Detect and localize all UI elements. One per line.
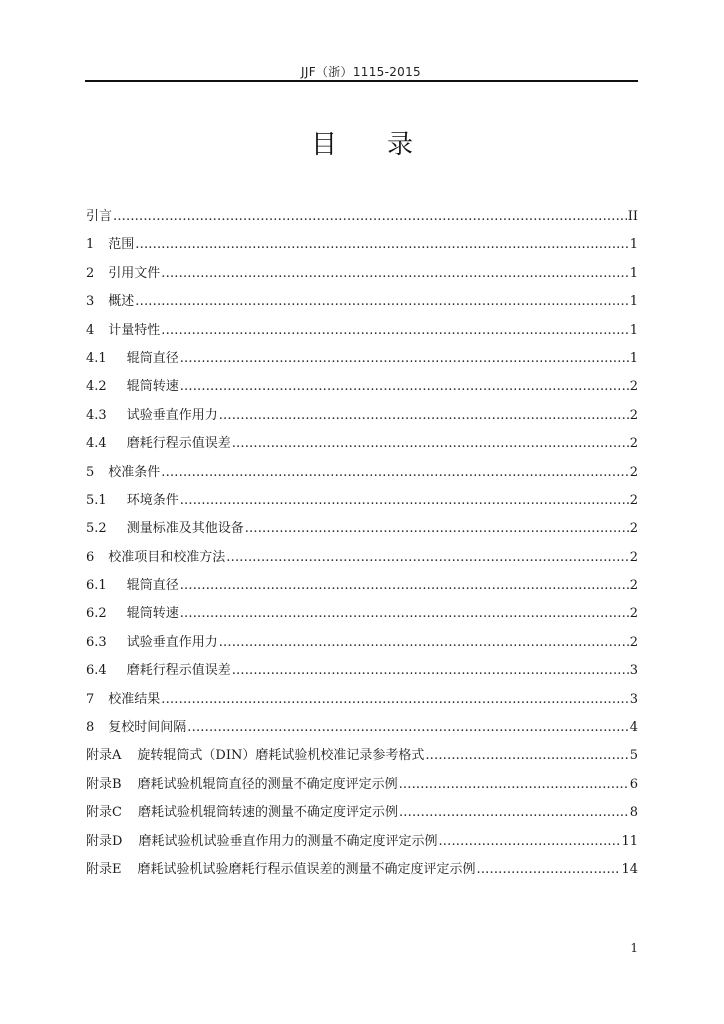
toc-entry-title: 磨耗试验机辊筒转速的测量不确定度评定示例 — [137, 805, 398, 821]
toc-entry-title: 试验垂直作用力 — [126, 407, 218, 423]
toc-entry-page: 4 — [629, 720, 638, 736]
toc-entry-title: 范围 — [108, 237, 135, 253]
toc-entry[interactable] — [86, 828, 638, 856]
toc-entry[interactable] — [86, 799, 638, 827]
toc-leader-dots — [161, 459, 628, 487]
toc-entry[interactable] — [86, 686, 638, 714]
toc-leader-dots — [187, 714, 628, 742]
toc-leader-dots — [399, 771, 629, 799]
toc-leader-dots — [477, 856, 621, 884]
toc-entry-page: II — [627, 209, 638, 224]
toc-entry[interactable] — [86, 487, 638, 515]
toc-entry-title: 校准项目和校准方法 — [108, 549, 226, 565]
toc-entry-number: 附录B — [86, 776, 122, 792]
toc-entry-title: 计量特性 — [108, 322, 161, 338]
toc-entry-page: 11 — [621, 833, 638, 849]
toc-entry-title: 概述 — [108, 294, 135, 310]
toc-entry-number: 附录D — [86, 833, 123, 849]
page-number: 1 — [630, 941, 638, 955]
toc-leader-dots — [180, 572, 629, 600]
toc-entry[interactable] — [86, 203, 638, 231]
toc-entry-number: 6.1 — [86, 578, 107, 594]
header-rule — [85, 80, 638, 82]
toc-entry[interactable] — [86, 856, 638, 884]
toc-leader-dots — [161, 686, 628, 714]
toc-entry[interactable] — [86, 742, 638, 770]
toc-entry-page: 6 — [629, 776, 638, 792]
toc-entry-title: 引用文件 — [108, 265, 161, 281]
toc-entry-number: 4.4 — [86, 436, 107, 452]
toc-leader-dots — [180, 600, 629, 628]
toc-entry-page: 2 — [629, 492, 638, 508]
toc-entry-number: 附录C — [86, 805, 122, 821]
toc-entry[interactable] — [86, 629, 638, 657]
toc-entry-title: 磨耗行程示值误差 — [126, 436, 231, 452]
toc-entry-page: 1 — [629, 237, 638, 253]
toc-title: 目录 — [310, 130, 463, 160]
toc-entry-title: 校准条件 — [108, 464, 161, 480]
toc-entry-page: 2 — [629, 379, 638, 395]
toc-entry-page: 2 — [629, 634, 638, 650]
toc-entry-number: 4 — [86, 322, 95, 338]
toc-entry-page: 2 — [629, 521, 638, 537]
toc-entry[interactable] — [86, 459, 638, 487]
toc-entry-number: 6 — [86, 549, 95, 565]
toc-entry-page: 2 — [629, 407, 638, 423]
toc-leader-dots — [219, 629, 629, 657]
toc-entry-number: 5.1 — [86, 492, 107, 508]
toc-entry-title: 辊筒直径 — [126, 578, 179, 594]
toc-leader-dots — [219, 402, 629, 430]
toc-entry-number: 4.2 — [86, 379, 107, 395]
toc-entry-page: 5 — [629, 748, 638, 764]
toc-leader-dots — [180, 487, 629, 515]
toc-entry-page: 2 — [629, 578, 638, 594]
toc-entry-page: 1 — [629, 350, 638, 366]
toc-leader-dots — [135, 288, 628, 316]
toc-leader-dots — [113, 203, 627, 231]
toc-entry-number: 附录E — [86, 861, 122, 877]
toc-leader-dots — [425, 742, 628, 770]
toc-leader-dots — [161, 317, 628, 345]
toc-entry-page: 8 — [629, 805, 638, 821]
toc-entry[interactable] — [86, 373, 638, 401]
toc-entry-number: 1 — [86, 237, 95, 253]
toc-entry-title: 测量标准及其他设备 — [126, 521, 244, 537]
toc-entry-page: 14 — [621, 861, 638, 877]
toc-leader-dots — [226, 544, 628, 572]
page-header-code: JJF（浙）1115-2015 — [301, 65, 421, 79]
toc-entry-title: 校准结果 — [108, 691, 161, 707]
toc-entry-title: 引言 — [86, 209, 113, 224]
toc-entry-number: 5 — [86, 464, 95, 480]
toc-leader-dots — [180, 373, 629, 401]
toc-entry-title: 磨耗行程示值误差 — [126, 663, 231, 679]
toc-entry[interactable] — [86, 260, 638, 288]
toc-entry[interactable] — [86, 288, 638, 316]
toc-leader-dots — [180, 345, 629, 373]
toc-entry-title: 辊筒转速 — [126, 379, 179, 395]
toc-leader-dots — [161, 260, 628, 288]
toc-entry[interactable] — [86, 771, 638, 799]
toc-entry-page: 2 — [629, 464, 638, 480]
toc-entry-number: 5.2 — [86, 521, 107, 537]
toc-entry[interactable] — [86, 572, 638, 600]
toc-entry-title: 复校时间间隔 — [108, 720, 187, 736]
toc-entry[interactable] — [86, 231, 638, 259]
toc-entry[interactable] — [86, 515, 638, 543]
toc-entry[interactable] — [86, 544, 638, 572]
table-of-contents — [86, 203, 638, 884]
toc-entry[interactable] — [86, 345, 638, 373]
toc-leader-dots — [232, 430, 629, 458]
toc-leader-dots — [399, 799, 629, 827]
toc-entry-page: 2 — [629, 549, 638, 565]
toc-entry-title: 磨耗试验机试验磨耗行程示值误差的测量不确定度评定示例 — [137, 861, 476, 877]
toc-entry-number: 7 — [86, 691, 95, 707]
toc-entry-title: 磨耗试验机试验垂直作用力的测量不确定度评定示例 — [138, 833, 438, 849]
toc-entry-number: 4.3 — [86, 407, 107, 423]
toc-entry[interactable] — [86, 430, 638, 458]
toc-entry-number: 2 — [86, 265, 95, 281]
toc-entry-number: 6.2 — [86, 606, 107, 622]
toc-entry-number: 3 — [86, 294, 95, 310]
toc-entry[interactable] — [86, 600, 638, 628]
toc-entry[interactable] — [86, 714, 638, 742]
toc-entry-title: 环境条件 — [126, 492, 179, 508]
toc-entry-title: 磨耗试验机辊筒直径的测量不确定度评定示例 — [137, 776, 398, 792]
toc-entry-title: 辊筒直径 — [126, 350, 179, 366]
toc-entry[interactable] — [86, 402, 638, 430]
toc-leader-dots — [135, 231, 628, 259]
toc-entry-page: 3 — [629, 691, 638, 707]
toc-entry-number: 6.4 — [86, 663, 107, 679]
toc-entry-number: 附录A — [86, 748, 122, 764]
toc-entry-title: 旋转辊筒式（DIN）磨耗试验机校准记录参考格式 — [137, 748, 425, 764]
toc-entry-number: 6.3 — [86, 634, 107, 650]
toc-entry-page: 1 — [629, 294, 638, 310]
toc-entry-number: 4.1 — [86, 350, 107, 366]
toc-leader-dots — [438, 828, 620, 856]
toc-entry-number: 8 — [86, 720, 95, 736]
toc-entry-page: 1 — [629, 322, 638, 338]
toc-entry[interactable] — [86, 657, 638, 685]
toc-entry[interactable] — [86, 317, 638, 345]
toc-entry-title: 辊筒转速 — [126, 606, 179, 622]
toc-entry-page: 1 — [629, 265, 638, 281]
toc-entry-page: 2 — [629, 436, 638, 452]
toc-entry-page: 2 — [629, 606, 638, 622]
toc-entry-page: 3 — [629, 663, 638, 679]
toc-leader-dots — [245, 515, 629, 543]
toc-leader-dots — [232, 657, 629, 685]
toc-entry-title: 试验垂直作用力 — [126, 634, 218, 650]
